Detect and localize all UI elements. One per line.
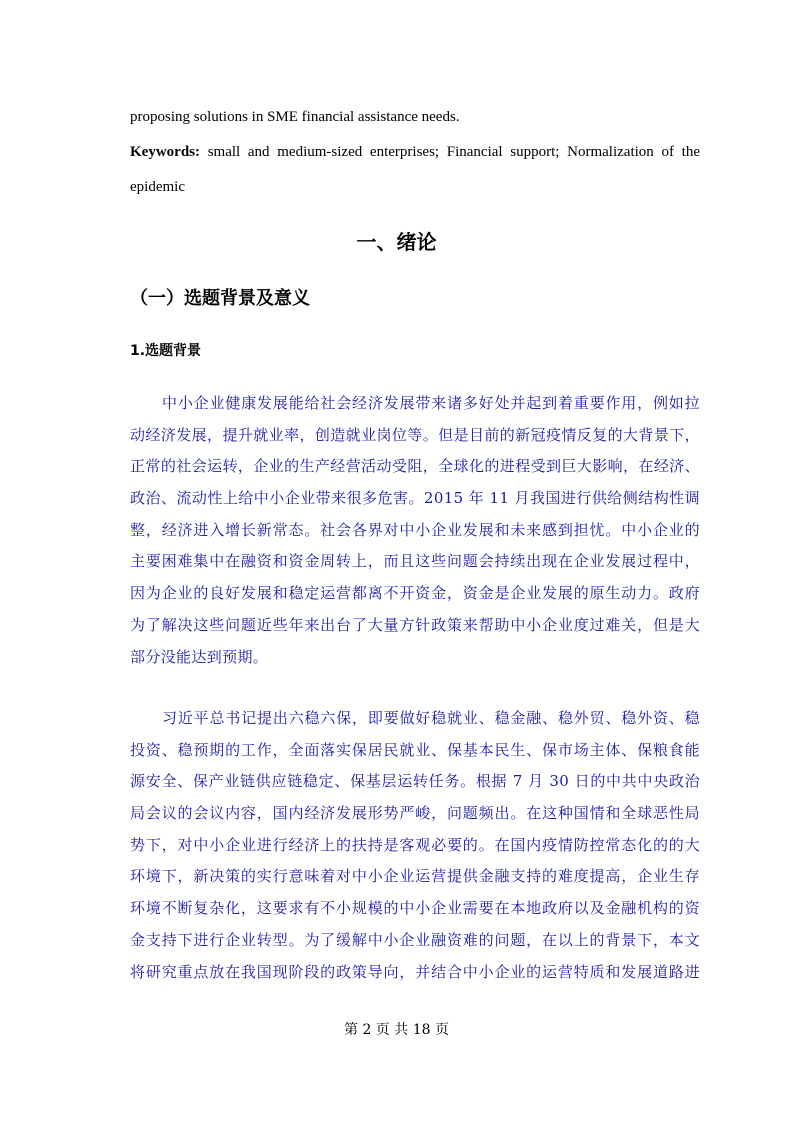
- paragraph-line: 中小企业健康发展能给社会经济发展带来诸多好处并起到着重要作用，例如拉: [162, 394, 700, 412]
- paragraph-line: 整，经济进入增长新常态。社会各界对中小企业发展和未来感到担忧。中小企业的: [130, 520, 700, 539]
- keywords-line: [130, 142, 700, 162]
- paragraph-line: 习近平总书记提出六稳六保，即要做好稳就业、稳金融、稳外贸、稳外资、稳: [162, 709, 700, 727]
- paragraph-line: 主要困难集中在融资和资金周转上，而且这些问题会持续出现在企业发展过程中，: [130, 552, 700, 571]
- abstract-last-line: proposing solutions in SME financial assistance needs.: [130, 109, 460, 125]
- paragraph-line: 政治、流动性上给中小企业带来很多危害。2015 年 11 月我国进行供给侧结构性调: [130, 489, 700, 508]
- paragraph-line: 部分没能达到预期。: [130, 647, 269, 666]
- subsection-title: 1.选题背景: [130, 343, 202, 359]
- paragraph-line: 为了解决这些问题近些年来出台了大量方针政策来帮助中小企业度过难关，但是大: [130, 615, 700, 634]
- paragraph-line: 环境下，新决策的实行意味着对中小企业运营提供金融支持的难度提高，企业生存: [130, 867, 700, 886]
- paragraph-line: 势下，对中小企业进行经济上的扶持是客观必要的。在国内疫情防控常态化的的大: [130, 835, 700, 854]
- paragraph-line: 正常的社会运转，企业的生产经营活动受阻，全球化的进程受到巨大影响，在经济、: [130, 457, 700, 476]
- paragraph-line: 源安全、保产业链供应链稳定、保基层运转任务。根据 7 月 30 日的中共中央政治: [130, 772, 700, 791]
- keywords-continuation: epidemic: [130, 179, 185, 195]
- keywords-text: small and medium-sized enterprises; Financial support; Normalization of the: [207, 144, 701, 160]
- paragraph-line: 因为企业的良好发展和稳定运营都离不开资金，资金是企业发展的原生动力。政府: [130, 584, 700, 603]
- paragraph-line: 局会议的会议内容，国内经济发展形势严峻，问题频出。在这种国情和全球恶性局: [130, 804, 700, 823]
- chapter-title: 一、绪论: [356, 230, 437, 254]
- page-number-footer: 第 2 页 共 18 页: [344, 1022, 449, 1038]
- keywords-label: Keywords:: [130, 144, 200, 160]
- paragraph-2: [130, 703, 700, 988]
- paragraph-line: 动经济发展，提升就业率，创造就业岗位等。但是目前的新冠疫情反复的大背景下，: [130, 425, 700, 444]
- paragraph-line: 投资、稳预期的工作，全面落实保居民就业、保基本民生、保市场主体、保粮食能: [130, 740, 700, 759]
- paragraph-line: 将研究重点放在我国现阶段的政策导向，并结合中小企业的运营特质和发展道路进: [130, 962, 700, 981]
- paragraph-1: [130, 388, 700, 673]
- section-title: （一）选题背景及意义: [130, 288, 310, 309]
- paragraph-line: 环境不断复杂化，这要求有不小规模的中小企业需要在本地政府以及金融机构的资: [130, 899, 700, 918]
- paragraph-line: 金支持下进行企业转型。为了缓解中小企业融资难的问题，在以上的背景下，本文: [130, 930, 700, 949]
